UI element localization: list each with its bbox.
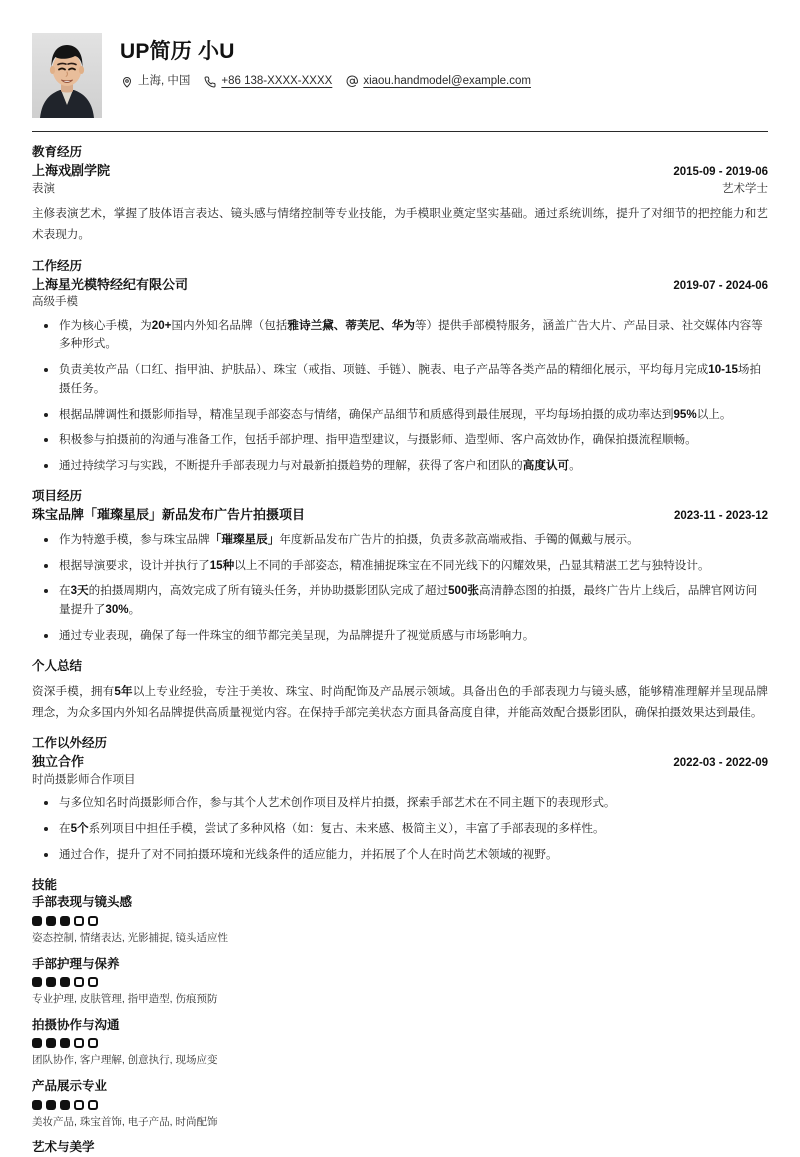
section-skills <box>32 877 768 1157</box>
contact-phone[interactable] <box>203 74 332 89</box>
header-divider <box>32 131 768 132</box>
contact-phone-text[interactable]: +86 138-XXXX-XXXX <box>221 75 333 88</box>
skill-level-rating <box>32 977 768 987</box>
education-entry-head <box>32 162 768 181</box>
phone-icon <box>203 75 216 88</box>
summary-text: 资深手模，拥有5年以上专业经验，专注于美妆、珠宝、时尚配饰及产品展示领域。具备出色的手部表现力与镜头感，能够精准理解并呈现品牌理念，为众多国内外知名品牌提供高质量视觉内容。在保持手部完美状态方面具备高度自律，并能高效配合摄影团队，确保拍摄效果达到最佳。 <box>32 684 768 719</box>
rating-dot-filled <box>60 1038 70 1048</box>
project-bullet-list <box>32 531 768 646</box>
section-title-skills: 技能 <box>32 877 58 892</box>
skill-level-rating <box>32 1100 768 1110</box>
work-company: 上海星光模特经纪有限公司 <box>32 276 189 292</box>
section-extra-experience <box>32 735 768 864</box>
rating-dot-filled <box>32 977 42 987</box>
extra-entry-sub <box>32 772 768 788</box>
rating-dot-filled <box>60 916 70 926</box>
rating-dot-filled <box>46 916 56 926</box>
rating-dot-filled <box>60 977 70 987</box>
contact-location <box>120 74 190 89</box>
bullet-item: 负责美妆产品（口红、指甲油、护肤品）、珠宝（戒指、项链、手链）、腕表、电子产品等各类产品的精细化展示，平均每月完成10-15场拍摄任务。 <box>32 361 768 399</box>
skill-name: 手部护理与保养 <box>32 956 120 971</box>
bullet-item: 根据品牌调性和摄影师指导，精准呈现手部姿态与情绪，确保产品细节和质感得到最佳展现，平均每场拍摄的成功率达到95%以上。 <box>32 406 768 425</box>
skill-name: 拍摄协作与沟通 <box>32 1017 120 1032</box>
rating-dot-filled <box>46 1100 56 1110</box>
skill-keywords: 美妆产品, 珠宝首饰, 电子产品, 时尚配饰 <box>32 1115 218 1128</box>
rating-dot-filled <box>60 1100 70 1110</box>
skill-name: 艺术与美学 <box>32 1140 95 1155</box>
rating-dot-filled <box>46 977 56 987</box>
rating-dot-empty <box>88 1038 98 1048</box>
contact-email[interactable] <box>345 74 531 89</box>
bullet-item: 通过专业表现，确保了每一件珠宝的细节都完美呈现，为品牌提升了视觉质感与市场影响力。 <box>32 627 768 646</box>
section-summary <box>32 658 768 724</box>
education-school: 上海戏剧学院 <box>32 162 111 178</box>
skill-level-rating <box>32 916 768 926</box>
education-description: 主修表演艺术，掌握了肢体语言表达、镜头感与情绪控制等专业技能，为手模职业奠定坚实基础。通过系统训练，提升了对细节的把控能力和艺术表现力。 <box>32 206 768 242</box>
avatar <box>32 33 102 118</box>
bullet-item: 通过持续学习与实践，不断提升手部表现力与对最新拍摄趋势的理解，获得了客户和团队的高度认可。 <box>32 457 768 476</box>
extra-date: 2022-03 - 2022-09 <box>673 757 768 770</box>
rating-dot-empty <box>88 1100 98 1110</box>
location-pin-icon <box>120 75 133 88</box>
section-title-work: 工作经历 <box>32 258 83 273</box>
contact-email-text[interactable]: xiaou.handmodel@example.com <box>363 75 531 88</box>
contact-location-text: 上海, 中国 <box>138 75 191 88</box>
skill-level-rating <box>32 1038 768 1048</box>
work-role: 高级手模 <box>32 296 78 309</box>
extra-role: 时尚摄影师合作项目 <box>32 774 136 787</box>
at-sign-icon <box>345 75 358 88</box>
project-date: 2023-11 - 2023-12 <box>674 509 768 522</box>
education-major: 表演 <box>32 182 55 195</box>
bullet-item: 通过合作，提升了对不同拍摄环境和光线条件的适应能力，并拓展了个人在时尚艺术领域的视野。 <box>32 846 768 865</box>
skill-block <box>32 1017 768 1069</box>
skill-block <box>32 956 768 1008</box>
rating-dot-filled <box>32 1100 42 1110</box>
section-work <box>32 258 768 476</box>
rating-dot-empty <box>74 916 84 926</box>
work-date: 2019-07 - 2024-06 <box>673 279 768 292</box>
work-entry-head <box>32 276 768 295</box>
skill-block <box>32 894 768 946</box>
extra-org: 独立合作 <box>32 754 85 770</box>
bullet-item: 在3天的拍摄周期内，高效完成了所有镜头任务，并协助摄影团队完成了超过500张高清静态图的拍摄，最终广告片上线后，品牌官网访问量提升了30%。 <box>32 582 768 620</box>
skill-name: 手部表现与镜头感 <box>32 895 133 910</box>
rating-dot-empty <box>74 977 84 987</box>
rating-dot-empty <box>88 977 98 987</box>
education-entry-sub <box>32 181 768 197</box>
rating-dot-empty <box>74 1100 84 1110</box>
skill-list <box>32 894 768 1157</box>
project-name: 珠宝品牌「璀璨星辰」新品发布广告片拍摄项目 <box>32 506 306 522</box>
extra-entry-head <box>32 753 768 772</box>
bullet-item: 在5个系列项目中担任手模，尝试了多种风格（如：复古、未来感、极简主义），丰富了手部表现的多样性。 <box>32 820 768 839</box>
rating-dot-empty <box>88 916 98 926</box>
section-title-extra: 工作以外经历 <box>32 736 108 751</box>
bullet-item: 作为核心手模，为20+国内外知名品牌（包括雅诗兰黛、蒂芙尼、华为等）提供手部模特服务，涵盖广告大片、产品目录、社交媒体内容等多种形式。 <box>32 317 768 355</box>
rating-dot-filled <box>46 1038 56 1048</box>
page-title: UP简历 小U <box>120 40 235 63</box>
resume-header <box>32 0 768 118</box>
bullet-item: 积极参与拍摄前的沟通与准备工作，包括手部护理、指甲造型建议，与摄影师、造型师、客户高效协作，确保拍摄流程顺畅。 <box>32 431 768 450</box>
education-degree: 艺术学士 <box>722 182 768 195</box>
skill-keywords: 专业护理, 皮肤管理, 指甲造型, 伤痕预防 <box>32 993 218 1006</box>
skill-keywords: 姿态控制, 情绪表达, 光影捕捉, 镜头适应性 <box>32 931 229 944</box>
bullet-item: 与多位知名时尚摄影师合作，参与其个人艺术创作项目及样片拍摄，探索手部艺术在不同主题下的表现形式。 <box>32 794 768 813</box>
education-date: 2015-09 - 2019-06 <box>673 165 768 178</box>
extra-bullet-list <box>32 794 768 864</box>
bullet-item: 根据导演要求，设计并执行了15种以上不同的手部姿态，精准捕捉珠宝在不同光线下的闪耀效果，凸显其精湛工艺与独特设计。 <box>32 557 768 576</box>
work-bullet-list <box>32 317 768 476</box>
section-title-summary: 个人总结 <box>32 658 83 673</box>
header-text <box>120 33 768 89</box>
rating-dot-filled <box>32 916 42 926</box>
skill-block <box>32 1139 768 1157</box>
project-entry-head <box>32 506 768 525</box>
section-title-education: 教育经历 <box>32 145 83 159</box>
bullet-item: 作为特邀手模，参与珠宝品牌「璀璨星辰」年度新品发布广告片的拍摄，负责多款高端戒指、手镯的佩戴与展示。 <box>32 531 768 550</box>
rating-dot-filled <box>32 1038 42 1048</box>
skill-block <box>32 1078 768 1130</box>
skill-keywords: 团队协作, 客户理解, 创意执行, 现场应变 <box>32 1054 218 1067</box>
section-education <box>32 144 768 246</box>
rating-dot-empty <box>74 1038 84 1048</box>
section-projects <box>32 488 768 646</box>
section-title-projects: 项目经历 <box>32 489 83 503</box>
skill-name: 产品展示专业 <box>32 1079 108 1094</box>
work-entry-sub <box>32 294 768 310</box>
contact-list <box>120 74 768 89</box>
